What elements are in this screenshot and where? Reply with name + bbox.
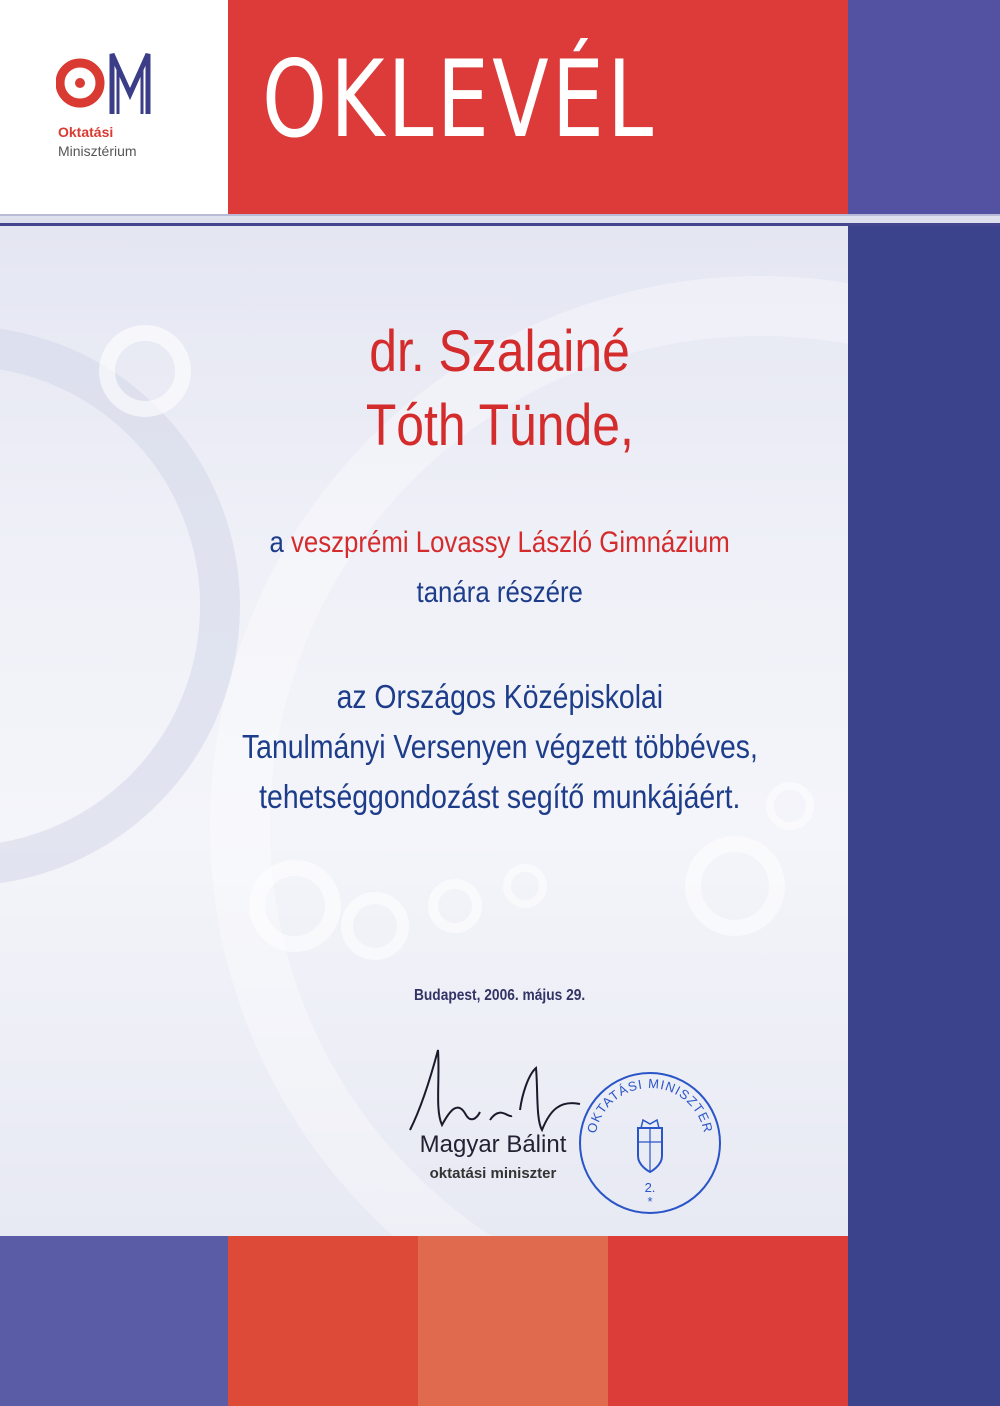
page-title: OKLEVÉL [262,38,657,161]
recipient-name-line1: dr. Szalainé [369,319,631,384]
reason-line1: az Országos Középiskolai [336,678,664,715]
ministry-logo-icon [56,50,176,116]
corner-block-top [848,0,1000,214]
place-date: Budapest, 2006. május 29. [414,987,586,1004]
official-stamp-seal [575,1068,725,1218]
bottom-band-orange [418,1236,608,1406]
signatory-title: oktatási miniszter [429,1165,557,1182]
logo-text-line1: Oktatási [58,124,114,140]
bottom-band-blue [0,1236,228,1406]
affiliation-line [0,526,1000,560]
recipient-name-line2: Tóth Tünde, [365,393,635,458]
stamp-text: OKTATÁSI MINISZTER [583,1075,717,1135]
stamp-star: * [647,1194,653,1209]
logo-text-line2: Minisztérium [58,143,137,159]
affiliation-prefix: a [269,526,285,559]
svg-text:OKTATÁSI MINISZTER [584,1076,716,1135]
stamp-number: 2. [644,1180,656,1195]
affiliation-role: tanára részére [416,576,584,609]
bottom-band-red [228,1236,418,1406]
reason-line2: Tanulmányi Versenyen végzett többéves, [242,728,758,765]
reason-line3: tehetséggondozást segítő munkájáért. [259,778,741,815]
header-rule [0,214,1000,226]
bottom-band-navy [848,1236,1000,1406]
signatory-name: Magyar Bálint [419,1131,567,1158]
school-name: veszprémi Lovassy László Gimnázium [291,526,731,559]
bottom-band-red [608,1236,848,1406]
